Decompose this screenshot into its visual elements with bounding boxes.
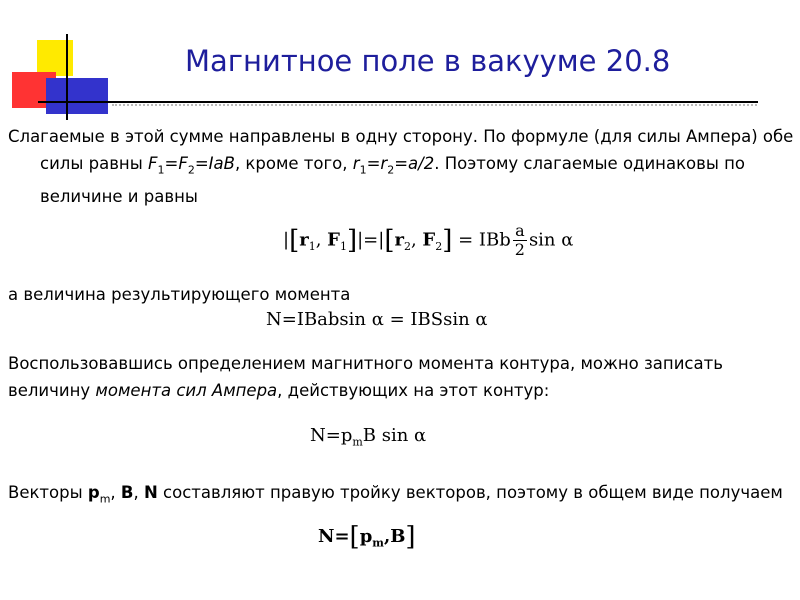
f1-rbracket2: ] — [442, 225, 453, 256]
f1-r2: r — [394, 229, 404, 251]
f1-F2sub: 2 — [435, 240, 443, 254]
para1-r2: r — [380, 154, 388, 173]
decor-vertical-line — [66, 34, 68, 120]
f1-comma2: , — [410, 229, 423, 251]
para3-emphasis: момента сил Ампера — [95, 381, 278, 400]
para1-r1: r — [352, 154, 360, 173]
para3-text-a: Воспользовавшись определением магнитного момента контура, можно записать величину — [8, 354, 723, 400]
para1-sub1: 1 — [157, 163, 165, 177]
para1-F1: F — [147, 154, 158, 173]
para1-eq3: = — [366, 154, 381, 173]
para1-text-a: Слагаемые в этой сумме направлены в одну сторону. По формуле (для силы Ампера) обе силы равны — [8, 127, 794, 173]
f1-F1: F — [327, 229, 340, 251]
para1-F2: F — [178, 154, 188, 173]
f1-lbracket2: [ — [384, 225, 395, 256]
paragraph-4 — [8, 479, 788, 512]
f4-sub: m — [372, 536, 384, 550]
formula-resultant-moment: N=IBabsin α = IBSsin α — [266, 309, 488, 330]
para4-psub: m — [99, 492, 111, 506]
f1-rbracket1: ] — [346, 225, 358, 256]
para1-IaB: =IaB — [194, 154, 235, 173]
para1-a-half: =a/2 — [394, 154, 435, 173]
para4-comma2: , — [133, 483, 144, 502]
para1-text-c: . Поэтому слагаемые одинаковы по величине и равны — [40, 154, 746, 207]
f1-r2sub: 2 — [403, 240, 411, 254]
decor-dotted-rule — [112, 104, 757, 106]
f1-comma1: , — [315, 229, 328, 251]
f1-F2: F — [422, 229, 436, 251]
para4-N: N — [144, 483, 158, 502]
para1-sub2: 2 — [187, 163, 195, 177]
para4-comma1: , — [110, 483, 121, 502]
para4-text-a: Векторы — [8, 483, 88, 502]
formula-torque-equal — [283, 222, 573, 259]
paragraph-1 — [8, 123, 800, 210]
f1-denominator: 2 — [514, 240, 525, 259]
f3-a: N=p — [310, 425, 353, 446]
para1-eq1: = — [164, 154, 179, 173]
para4-p: p — [87, 483, 100, 502]
f1-fraction — [513, 222, 527, 259]
slide-title: Магнитное поле в вакууме 20.8 — [185, 44, 671, 78]
f1-tail2: sin α — [528, 229, 574, 251]
para4-text-b: составляют правую тройку векторов, поэтому в общем виде получаем — [157, 483, 783, 502]
para4-B: B — [120, 483, 134, 502]
f1-bar: | — [283, 229, 290, 251]
f1-tail1: = IBb — [452, 229, 511, 251]
paragraph-2: а величина результирующего момента — [8, 285, 351, 304]
f1-numerator: a — [513, 222, 527, 241]
para1-text-b: , кроме того, — [234, 154, 353, 173]
formula-vector-moment — [318, 522, 416, 552]
f1-r1sub: 1 — [308, 240, 316, 254]
f4-lbracket: [ — [349, 522, 360, 552]
f1-lbracket1: [ — [289, 225, 300, 256]
f1-r1: r — [299, 229, 309, 251]
f1-mid: |=| — [357, 229, 385, 251]
f4-rbracket: ] — [405, 522, 416, 552]
para1-rsub1: 1 — [359, 163, 367, 177]
f1-F1sub: 1 — [339, 240, 347, 254]
paragraph-3 — [8, 350, 788, 404]
decor-blue-square — [46, 78, 108, 114]
decor-horizontal-line — [38, 101, 758, 103]
f4-comma-B: ,B — [383, 526, 406, 547]
para3-text-b: , действующих на этот контур: — [277, 381, 550, 400]
f3-sub: m — [352, 435, 363, 449]
f3-b: B sin α — [362, 425, 427, 446]
formula-ampere-moment — [310, 425, 426, 449]
f4-p: p — [359, 526, 373, 547]
f4-a: N= — [318, 526, 350, 547]
para1-rsub2: 2 — [387, 163, 395, 177]
